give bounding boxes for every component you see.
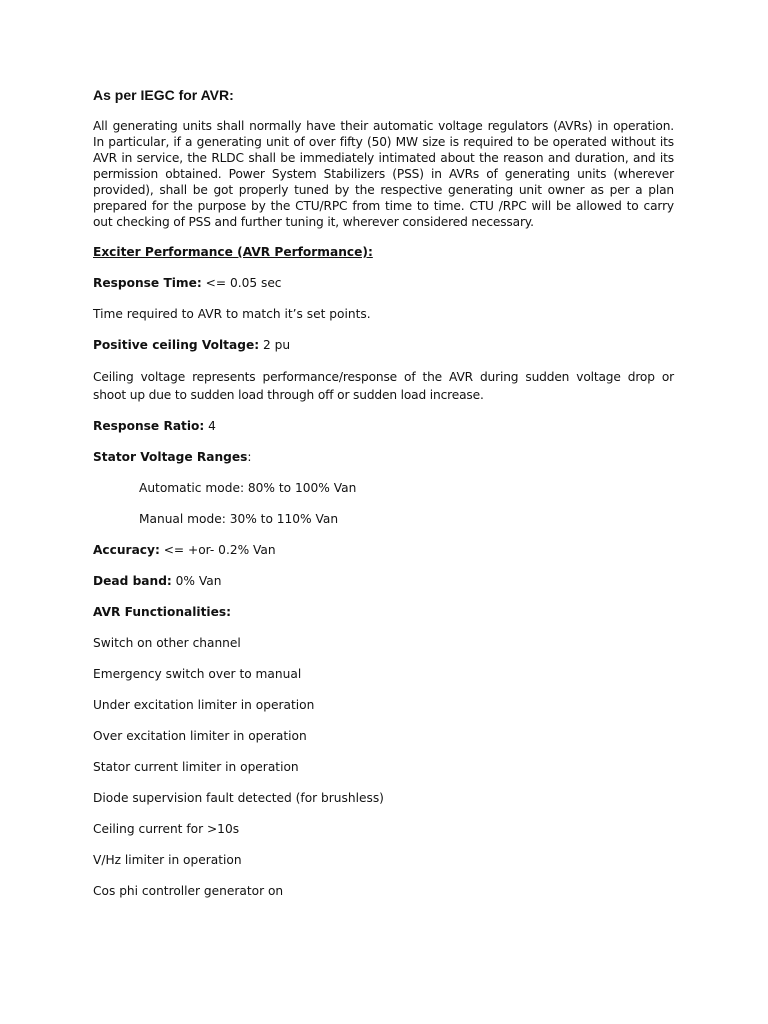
exciter-performance-heading [93,244,674,260]
accuracy-line [93,542,674,558]
list-item: Cos phi controller generator on [93,884,284,898]
response-ratio-label: Response Ratio: [93,419,205,433]
stator-voltage-ranges-colon: : [247,450,252,464]
list-item: V/Hz limiter in operation [93,853,242,867]
stator-voltage-ranges-label: Stator Voltage Ranges [93,450,248,464]
response-ratio-value: 4 [204,419,216,433]
list-item: Over excitation limiter in operation [93,729,307,743]
section-heading-text: Exciter Performance (AVR Performance): [93,245,373,259]
avr-functionalities-label: AVR Functionalities: [93,605,231,619]
ceiling-voltage-label: Positive ceiling Voltage: [93,338,260,352]
ceiling-voltage-value: 2 pu [259,338,291,352]
response-time-value: <= 0.05 sec [201,276,282,290]
stator-voltage-ranges-line [93,449,674,465]
response-ratio-line [93,418,674,434]
document-body [93,86,674,914]
ceiling-voltage-line [93,337,674,353]
dead-band-line [93,573,674,589]
list-item: Ceiling current for >10s [93,822,240,836]
manual-mode-line: Manual mode: 30% to 110% Van [139,512,339,526]
accuracy-label: Accuracy: [93,543,160,557]
avr-functionalities-heading [93,604,674,620]
ceiling-voltage-note: Ceiling voltage represents performance/response of the AVR during sudden voltage drop or shoot up due to sudden load through off or sudden load increase. [93,370,674,402]
list-item: Emergency switch over to manual [93,667,302,681]
accuracy-value: <= +or- 0.2% Van [159,543,276,557]
list-item: Under excitation limiter in operation [93,698,315,712]
automatic-mode-line: Automatic mode: 80% to 100% Van [139,481,357,495]
list-item: Switch on other channel [93,636,241,650]
dead-band-value: 0% Van [171,574,222,588]
response-time-label: Response Time: [93,276,202,290]
list-item: Stator current limiter in operation [93,760,299,774]
avr-functionalities-list [93,635,674,899]
document-title: As per IEGC for AVR: [93,87,234,103]
response-time-note: Time required to AVR to match it’s set points. [93,307,371,321]
dead-band-label: Dead band: [93,574,172,588]
intro-paragraph: All generating units shall normally have their automatic voltage regulators (AVRs) in operation. In particular, if a generating unit of over fifty (50) MW size is required to be operated without its AVR in service, the RLDC shall be immediately intimated about the reason and duration, and its permission obtained. Power System Stabilizers (PSS) in AVRs of generating units (wherever provided), shall be got properly tuned by the respective generating unit owner as per a plan prepared for the purpose by the CTU/RPC from time to time. CTU /RPC will be allowed to carry out checking of PSS and further tuning it, wherever considered necessary. [93,119,674,229]
list-item: Diode supervision fault detected (for brushless) [93,791,384,805]
response-time-line [93,275,674,291]
